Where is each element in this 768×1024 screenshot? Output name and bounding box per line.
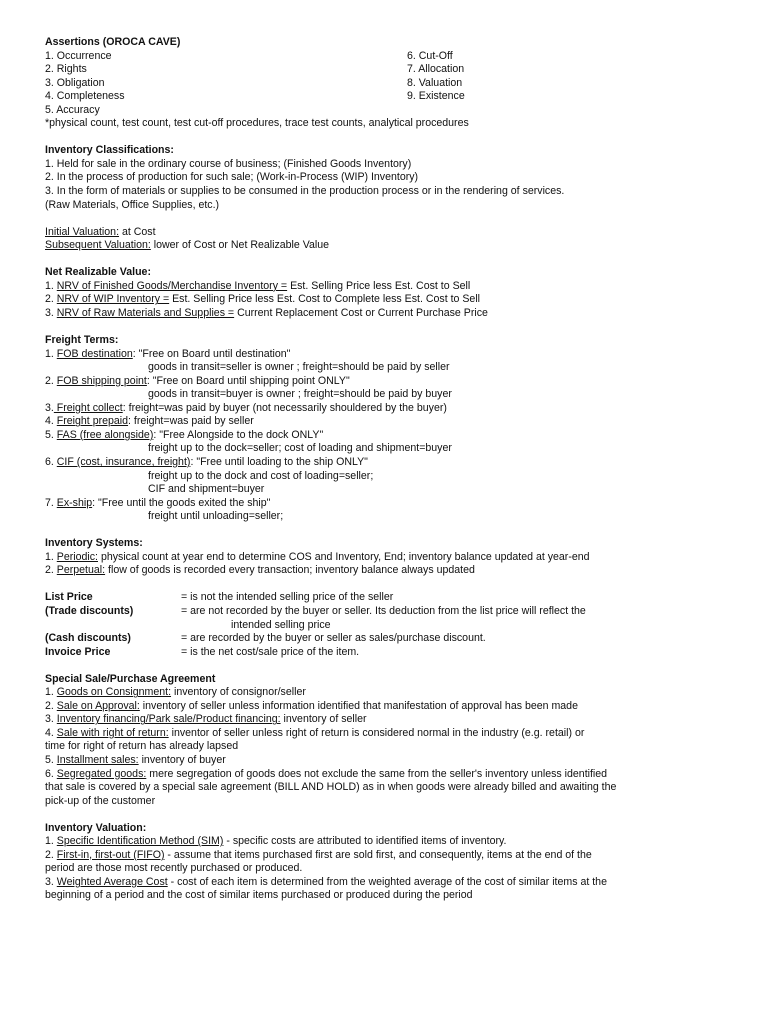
special-text: inventory of seller: [280, 713, 367, 726]
nrv-title: Net Realizable Value:: [45, 266, 151, 279]
freight-subline: freight up to the dock=seller; cost of loading and shipment=buyer: [148, 442, 452, 455]
item-number: 4.: [45, 415, 57, 428]
item-number: 2.: [45, 293, 57, 306]
special-item: [45, 700, 735, 714]
item-number: 1.: [45, 835, 57, 848]
nrv-item: [45, 280, 735, 294]
pricing-value: = is the net cost/sale price of the item.: [181, 645, 360, 658]
system-label: Periodic:: [56, 550, 98, 563]
item-number: 2.: [45, 564, 57, 577]
nrv-item: [45, 293, 735, 307]
special-item: [45, 686, 735, 700]
item-number: 7.: [45, 496, 57, 509]
assertion-item: 6. Cut-Off: [407, 49, 453, 62]
pricing-value: = are not recorded by the buyer or seller. Its deduction from the list price will reflect the: [181, 604, 586, 617]
special-text: inventory of consignor/seller: [171, 686, 306, 699]
nrv-text: Est. Selling Price less Est. Cost to Sell: [287, 279, 471, 292]
pricing-key: [45, 619, 181, 633]
classification-line: 1. Held for sale in the ordinary course of business; (Finished Goods Inventory): [45, 157, 412, 170]
assertion-item: 2. Rights: [45, 63, 87, 76]
subsequent-valuation-label: Subsequent Valuation:: [45, 239, 151, 252]
classification-line: (Raw Materials, Office Supplies, etc.): [45, 198, 220, 211]
classification-line: 3. In the form of materials or supplies to be consumed in the production process or in the rendering of services.: [45, 185, 565, 198]
item-number: 6.: [45, 767, 57, 780]
classifications-title: Inventory Classifications:: [45, 144, 174, 157]
assertion-item: 1. Occurrence: [45, 49, 112, 62]
nrv-label: NRV of Raw Materials and Supplies =: [56, 306, 235, 319]
spacer: [45, 659, 735, 673]
freight-item: [45, 456, 735, 470]
special-label: Installment sales:: [56, 753, 139, 766]
freight-subline: goods in transit=seller is owner ; freight=should be paid by seller: [148, 361, 450, 374]
valuation-text: - specific costs are attributed to identified items of inventory.: [223, 835, 507, 848]
systems-title: Inventory Systems:: [45, 537, 143, 550]
special-continuation: that sale is covered by a special sale agreement (BILL AND HOLD) as in when goods were already billed and awaiting the: [45, 781, 617, 794]
special-continuation: pick-up of the customer: [45, 794, 156, 807]
valuation-continuation: period are those most recently purchased or produced.: [45, 862, 303, 875]
item-number: 3.: [45, 875, 57, 888]
special-item: [45, 768, 735, 782]
initial-valuation-label: Initial Valuation:: [45, 225, 120, 238]
system-text: flow of goods is recorded every transaction; inventory balance always updated: [105, 564, 475, 577]
freight-subline: goods in transit=buyer is owner ; freight=should be paid by buyer: [148, 388, 452, 401]
item-number: 2.: [45, 848, 57, 861]
freight-text: : "Free on Board until destination": [132, 347, 291, 360]
valuation-label: First-in, first-out (FIFO): [56, 848, 165, 861]
assertion-item: 7. Allocation: [407, 63, 465, 76]
pricing-key: List Price: [45, 591, 93, 604]
pricing-value: = are recorded by the buyer or seller as sales/purchase discount.: [181, 632, 486, 645]
system-text: physical count at year end to determine COS and Inventory, End; inventory balance updated at year-end: [98, 550, 590, 563]
freight-label: Freight collect: [53, 401, 123, 414]
freight-label: CIF (cost, insurance, freight): [56, 455, 191, 468]
nrv-label: NRV of Finished Goods/Merchandise Inventory =: [56, 279, 288, 292]
nrv-item: [45, 307, 735, 321]
freight-label: FAS (free alongside): [56, 428, 154, 441]
initial-valuation: [45, 226, 735, 240]
system-item: [45, 551, 735, 565]
initial-valuation-text: at Cost: [119, 225, 156, 238]
valuation-item: [45, 849, 735, 863]
freight-text: : "Free until loading to the ship ONLY": [190, 455, 368, 468]
item-number: 5.: [45, 428, 57, 441]
item-number: 3.: [45, 713, 57, 726]
valuation-item: [45, 835, 735, 849]
valuation-label: Specific Identification Method (SIM): [56, 835, 224, 848]
assertion-item: 9. Existence: [407, 90, 465, 103]
special-label: Inventory financing/Park sale/Product financing:: [56, 713, 281, 726]
spacer: [45, 524, 735, 538]
item-number: 1.: [45, 347, 57, 360]
freight-text: : freight=was paid by seller: [128, 415, 254, 428]
item-number: 1.: [45, 550, 57, 563]
pricing-row: [45, 605, 735, 619]
system-item: [45, 564, 735, 578]
item-number: 2.: [45, 374, 57, 387]
spacer: [45, 253, 735, 267]
item-number: 2.: [45, 699, 57, 712]
assertions-row: [45, 90, 735, 104]
special-item: [45, 713, 735, 727]
document-page: [45, 36, 735, 903]
spacer: [45, 808, 735, 822]
pricing-key: Invoice Price: [45, 645, 111, 658]
assertion-item: 5. Accuracy: [45, 103, 100, 116]
freight-text: : "Free on Board until shipping point ONLY": [146, 374, 350, 387]
special-text: inventory of seller unless information identified that manifestation of approval has been made: [139, 699, 578, 712]
spacer: [45, 131, 735, 145]
item-number: 1.: [45, 686, 57, 699]
spacer: [45, 320, 735, 334]
pricing-key: (Trade discounts): [45, 604, 134, 617]
special-item: [45, 754, 735, 768]
assertions-title: Assertions (OROCA CAVE): [45, 36, 181, 48]
freight-item: [45, 497, 735, 511]
freight-label: FOB destination: [56, 347, 133, 360]
special-label: Sale with right of return:: [56, 726, 169, 739]
freight-item: [45, 429, 735, 443]
valuation-item: [45, 876, 735, 890]
special-text: mere segregation of goods does not exclude the same from the seller's inventory unless identified: [146, 767, 608, 780]
pricing-key: (Cash discounts): [45, 632, 131, 645]
freight-label: Freight prepaid: [56, 415, 129, 428]
item-number: 3.: [45, 306, 57, 319]
freight-label: Ex-ship: [56, 496, 93, 509]
nrv-label: NRV of WIP Inventory =: [56, 293, 170, 306]
assertions-note: *physical count, test count, test cut-off procedures, trace test counts, analytical procedures: [45, 117, 469, 130]
assertion-item: 8. Valuation: [407, 76, 463, 89]
inv-valuation-title: Inventory Valuation:: [45, 821, 147, 834]
freight-subline: CIF and shipment=buyer: [148, 483, 265, 496]
pricing-value: intended selling price: [231, 618, 331, 631]
special-label: Sale on Approval:: [56, 699, 140, 712]
special-text: inventory of buyer: [138, 753, 226, 766]
item-number: 5.: [45, 753, 57, 766]
freight-item: [45, 402, 735, 416]
classification-line: 2. In the process of production for such sale; (Work-in-Process (WIP) Inventory): [45, 171, 419, 184]
freight-label: FOB shipping point: [56, 374, 147, 387]
freight-title: Freight Terms:: [45, 334, 119, 347]
freight-item: [45, 375, 735, 389]
assertions-row: [45, 50, 735, 64]
item-number: 1.: [45, 279, 57, 292]
special-item: [45, 727, 735, 741]
subsequent-valuation: [45, 239, 735, 253]
assertion-item: 3. Obligation: [45, 76, 105, 89]
freight-text: : "Free Alongside to the dock ONLY": [153, 428, 324, 441]
item-number: 6.: [45, 455, 57, 468]
valuation-continuation: beginning of a period and the cost of similar items purchased or produced during the period: [45, 889, 473, 902]
pricing-row: [45, 591, 735, 605]
valuation-text: - assume that items purchased first are sold first, and consequently, items at the end of the: [164, 848, 592, 861]
pricing-row: [45, 619, 735, 633]
nrv-text: Current Replacement Cost or Current Purchase Price: [234, 306, 488, 319]
nrv-text: Est. Selling Price less Est. Cost to Complete less Est. Cost to Sell: [169, 293, 481, 306]
special-title: Special Sale/Purchase Agreement: [45, 672, 216, 685]
item-number: 3.: [45, 401, 54, 414]
assertions-row: [45, 63, 735, 77]
special-label: Segregated goods:: [56, 767, 147, 780]
special-text: inventor of seller unless right of return is considered normal in the industry (e.g. retail) or: [168, 726, 585, 739]
freight-subline: freight up to the dock and cost of loading=seller;: [148, 469, 374, 482]
subsequent-valuation-text: lower of Cost or Net Realizable Value: [150, 239, 330, 252]
spacer: [45, 212, 735, 226]
special-continuation: time for right of return has already lapsed: [45, 740, 239, 753]
assertions-row: [45, 77, 735, 91]
pricing-value: = is not the intended selling price of the seller: [181, 591, 394, 604]
freight-text: : "Free until the goods exited the ship": [92, 496, 271, 509]
freight-item: [45, 348, 735, 362]
spacer: [45, 578, 735, 592]
freight-text: : freight=was paid by buyer (not necessarily shouldered by the buyer): [122, 401, 447, 414]
freight-subline: freight until unloading=seller;: [148, 510, 284, 523]
pricing-row: [45, 632, 735, 646]
item-number: 4.: [45, 726, 57, 739]
valuation-label: Weighted Average Cost: [56, 875, 168, 888]
assertion-item: 4. Completeness: [45, 90, 125, 103]
special-label: Goods on Consignment:: [56, 686, 172, 699]
system-label: Perpetual:: [56, 564, 106, 577]
freight-item: [45, 415, 735, 429]
pricing-row: [45, 646, 735, 660]
valuation-text: - cost of each item is determined from the weighted average of the cost of similar items at the: [167, 875, 607, 888]
